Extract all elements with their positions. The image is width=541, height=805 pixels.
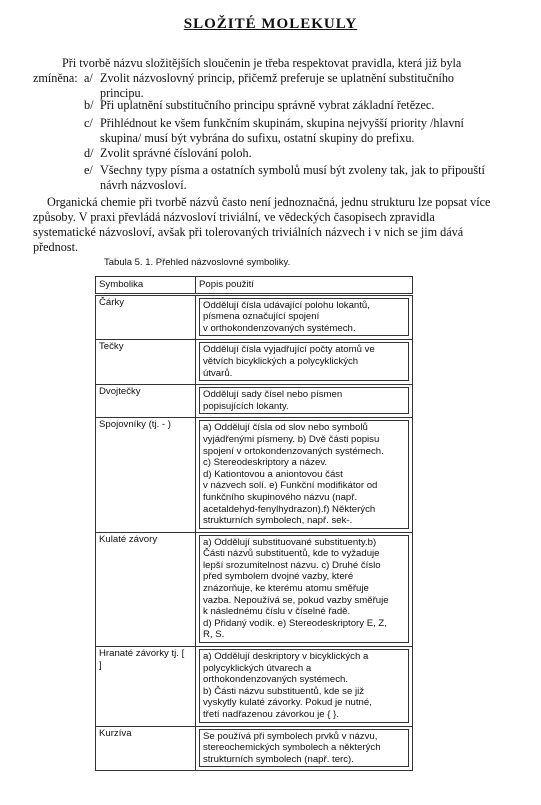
rule-text: Při uplatnění substitučního principu správně vybrat základní řetězec. xyxy=(100,98,435,112)
description-line: d) Přidaný vodík. e) Stereodeskriptory E, Z, xyxy=(203,617,387,629)
rule-text: Všechny typy písma a ostatních symbolů musí být zvoleny tak, jak to připouští xyxy=(100,163,485,177)
paragraph2-line-3: systematické názvosloví, avšak při tolerovaných triviálních názvech i v nich se jim dává xyxy=(33,225,464,239)
description-line: d) Kationtovou a aniontovou část xyxy=(203,468,343,480)
description-line: strukturních symbolech, např. sek-. xyxy=(203,515,353,527)
rule-item-b xyxy=(84,98,524,113)
symbol-cell xyxy=(96,385,196,418)
description-line: c) Stereodeskriptory a název. xyxy=(203,457,328,469)
rule-text: Zvolit správné číslování poloh. xyxy=(100,146,252,160)
symbol-cell xyxy=(96,647,196,727)
description-cell xyxy=(196,726,413,771)
description-line: polycyklických útvarech a xyxy=(203,662,312,674)
symbol-text: Čárky xyxy=(99,296,125,308)
symbol-cell xyxy=(96,340,196,385)
description-line: a) Oddělují čísla od slov nebo symbolů xyxy=(203,422,368,434)
description-line: větvích bicyklických a polycyklických xyxy=(203,355,359,367)
rule-label: a/ xyxy=(84,71,93,85)
symbol-cell xyxy=(96,418,196,532)
description-line: acetaldehyd-fenylhydrazon).f) Některých xyxy=(203,503,376,515)
description-line: b) Části názvu substituentů, kde se již xyxy=(203,685,365,697)
description-line: spojení v ortokondenzovaných systémech. xyxy=(203,445,384,457)
symbol-text: Kurzíva xyxy=(99,727,132,739)
description-line: vyskytly kulaté závorky. Pokud je nutné, xyxy=(203,697,372,709)
table-header-cell: Symbolika xyxy=(96,277,196,295)
symbol-text: Dvojtečky xyxy=(99,386,141,398)
description-line: orthokondenzovaných systémech. xyxy=(203,674,349,686)
rule-item-d xyxy=(84,146,524,161)
table-row xyxy=(96,418,413,532)
description-box xyxy=(199,420,409,528)
description-cell xyxy=(196,294,413,340)
table-row xyxy=(96,532,413,646)
rule-item-e xyxy=(84,163,524,193)
symbol-text: Kulaté závory xyxy=(99,533,158,545)
description-box xyxy=(199,729,409,768)
symbol-cell xyxy=(96,294,196,340)
description-line: v orthokondenzovaných systémech. xyxy=(203,322,356,334)
description-line: před symbolem dvojné vazby, které xyxy=(203,571,354,583)
description-line: stereochemických symbolech a některých xyxy=(203,742,381,754)
description-line: a) Oddělují deskriptory v bicyklických a xyxy=(203,651,369,663)
description-line: Oddělují čísla vyjadřující počty atomů ve xyxy=(203,344,375,356)
description-cell xyxy=(196,647,413,727)
rule-text: skupina/ musí být vybrána do sufixu, ostatní skupiny do prefixu. xyxy=(100,131,415,145)
description-box xyxy=(199,535,409,643)
table-row xyxy=(96,294,413,340)
description-line: třetí nadřazenou závorkou je { }. xyxy=(203,709,339,720)
rule-item-a xyxy=(84,71,524,101)
description-line: v názvech solí. e) Funkční modifikátor od xyxy=(203,480,378,492)
description-line: popisujících lokanty. xyxy=(203,400,289,412)
rule-label: d/ xyxy=(84,146,94,160)
description-line: funkčního skupinového názvu (např. xyxy=(203,491,358,503)
page-title: SLOŽITÉ MOLEKULY xyxy=(183,16,358,32)
rule-text: principu. xyxy=(100,86,144,100)
description-line: vyjádřenými písmeny. b) Dvě části popisu xyxy=(203,433,380,445)
symbol-text: Spojovníky (tj. - ) xyxy=(99,419,171,431)
description-line: strukturních symbolech (např. terc). xyxy=(203,753,354,765)
description-line: Oddělují čísla udávající polohu lokantů, xyxy=(203,299,370,311)
rule-text: návrh názvosloví. xyxy=(100,178,187,192)
description-line: písmena označující spojení xyxy=(203,311,320,323)
rule-text: Přihlédnout ke všem funkčním skupinám, skupina nejvyšší priority /hlavní xyxy=(100,116,464,130)
description-cell xyxy=(196,340,413,385)
description-line: R, S. xyxy=(203,629,225,641)
paragraph2-line-1: Organická chemie při tvorbě názvů často není jednoznačná, jednu strukturu lze popsat více xyxy=(47,195,491,209)
table-header-cell: Popis použití xyxy=(196,277,413,295)
rule-item-c xyxy=(84,116,524,146)
description-line: znázorňuje, ke kterému atomu směřuje xyxy=(203,583,369,595)
table-header-row xyxy=(96,277,413,295)
description-box xyxy=(199,298,409,337)
description-line: Se používá při symbolech prvků v názvu, xyxy=(203,730,378,742)
paragraph2-line-4: přednost. xyxy=(33,240,79,254)
table-row xyxy=(96,385,413,418)
description-line: k následnému číslu v číselné řadě. xyxy=(203,606,351,618)
description-box xyxy=(199,342,409,381)
description-box xyxy=(199,387,409,414)
description-line: a) Oddělují substituované substituenty.b) xyxy=(203,536,377,548)
rule-label: c/ xyxy=(84,116,93,130)
description-box xyxy=(199,649,409,723)
table-caption: Tabula 5. 1. Přehled názvoslovné symboliky. xyxy=(104,257,291,268)
description-cell xyxy=(196,385,413,418)
symbol-text: ] xyxy=(99,659,102,671)
description-cell xyxy=(196,532,413,646)
symbol-cell xyxy=(96,726,196,771)
table-row xyxy=(96,340,413,385)
symbol-cell xyxy=(96,532,196,646)
rule-label: b/ xyxy=(84,98,94,112)
symbol-text: Hranaté závorky tj. [ xyxy=(99,648,185,660)
description-cell xyxy=(196,418,413,532)
description-line: útvarů. xyxy=(203,367,233,379)
intro-line-2-prefix: zmíněna: xyxy=(33,71,78,85)
description-line: vazba. Nepoužívá se, pokud vazby směřuje xyxy=(203,594,389,606)
rule-text: Zvolit názvoslovný princip, přičemž preferuje se uplatnění substitučního xyxy=(100,71,455,85)
description-line: lepší srozumitelnost názvu. c) Druhé číslo xyxy=(203,559,381,571)
table-row xyxy=(96,726,413,771)
table-body xyxy=(96,294,413,771)
paragraph2-line-2: způsoby. V praxi převládá názvosloví triviální, ve vědeckých časopisech zpravidla xyxy=(33,210,435,224)
description-line: Oddělují sady čísel nebo písmen xyxy=(203,389,343,401)
description-line: Části názvů substituentů, kde to vyžaduje xyxy=(203,548,380,560)
symbol-table xyxy=(95,276,413,771)
intro-line-1: Při tvorbě názvu složitějších sloučenin je třeba respektovat pravidla, která již byla xyxy=(62,56,462,70)
table-row xyxy=(96,647,413,727)
rule-label: e/ xyxy=(84,163,93,177)
symbol-text: Tečky xyxy=(99,341,124,353)
